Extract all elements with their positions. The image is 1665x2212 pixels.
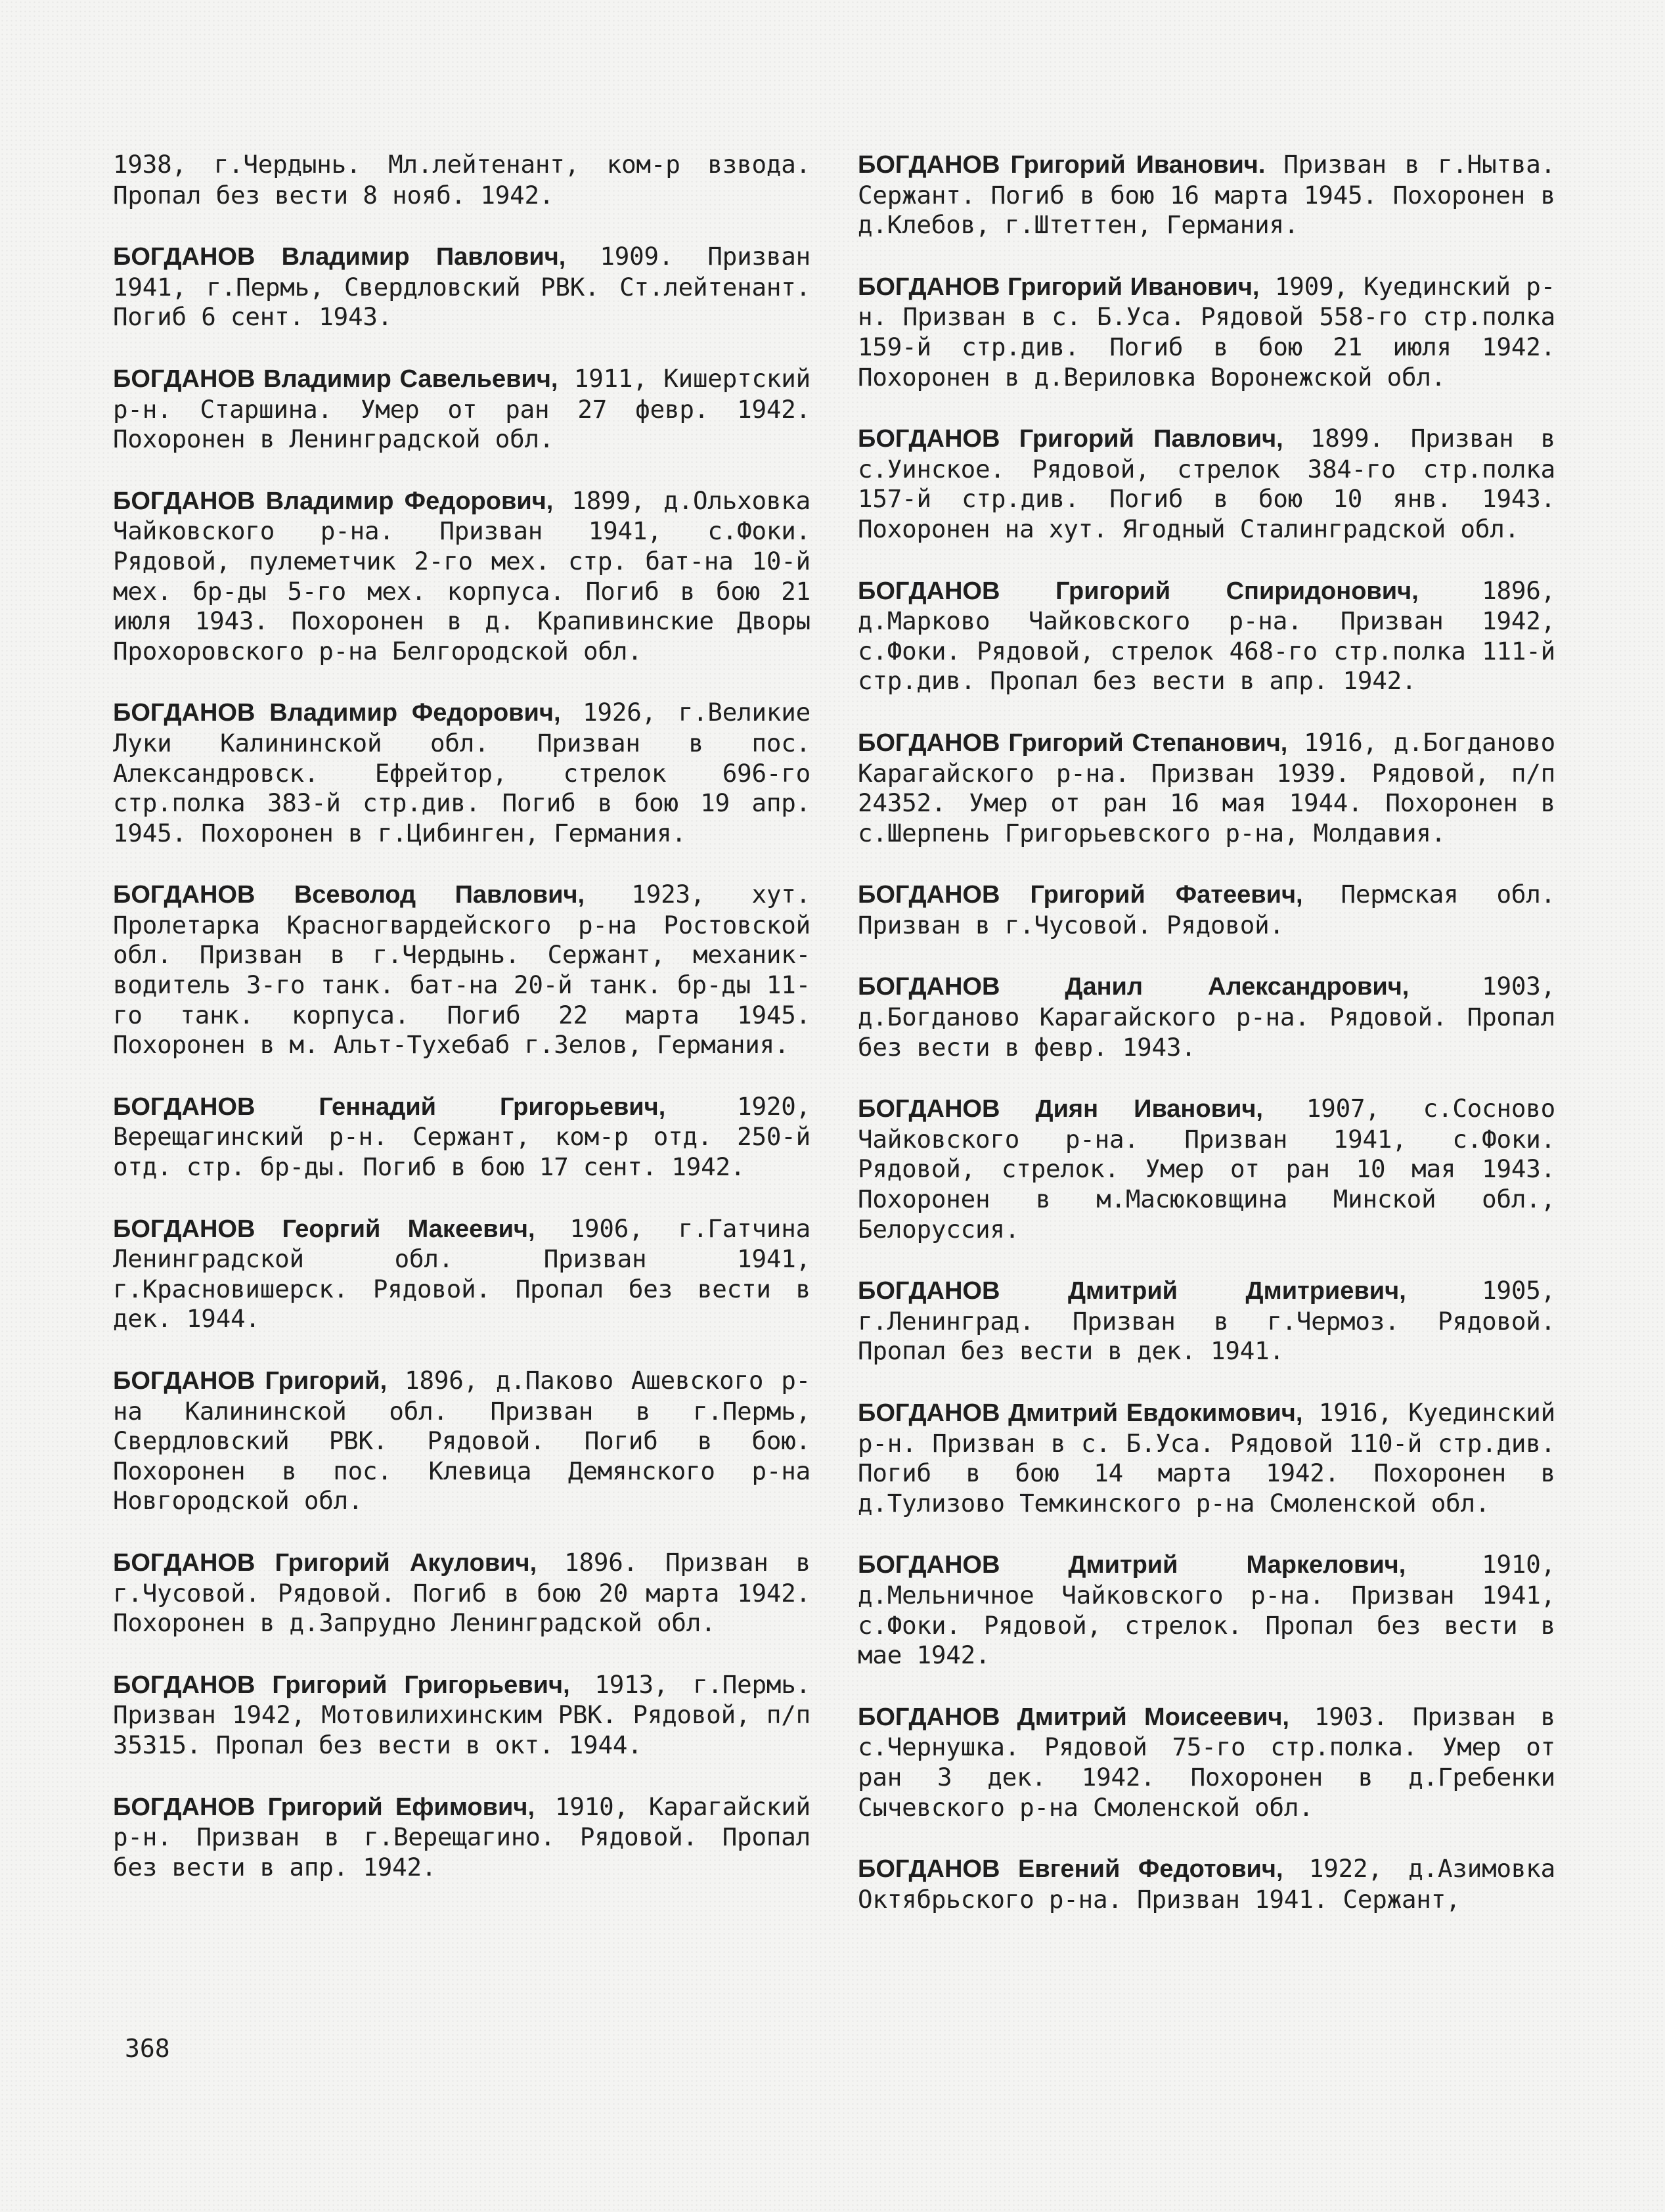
entry-text: 1923, хут. Пролетарка Красногвардейского р-на Ростовской обл. Призван в г.Чердынь. Сержант, механик-водитель 3-го танк. бат-на 20-й танк. бр-ды 11-го танк. корпуса. Погиб 22 марта 1945. Похоронен в м. Альт-Тухебаб г.Зелов, Германия. — [113, 880, 810, 1060]
entry — [113, 1366, 810, 1516]
entry-name: БОГДАНОВ Дмитрий Дмитриевич, — [858, 1277, 1406, 1305]
entry-text: Пермская обл. Призван в г.Чусовой. Рядовой. — [858, 880, 1555, 939]
entry — [113, 1214, 810, 1334]
entry-name: БОГДАНОВ Григорий, — [113, 1367, 388, 1395]
entry-name: БОГДАНОВ Григорий Спиридонович, — [858, 577, 1419, 605]
entry-name: БОГДАНОВ Геннадий Григорьевич, — [113, 1093, 666, 1121]
entry — [858, 424, 1555, 544]
entry — [113, 698, 810, 848]
entry-name: БОГДАНОВ Григорий Акулович, — [113, 1548, 537, 1577]
entry-name: БОГДАНОВ Григорий Павлович, — [858, 425, 1283, 453]
entry — [858, 150, 1555, 240]
entry-text: 1922, д.Азимовка Октябрьского р-на. Призван 1941. Сержант, — [858, 1854, 1555, 1914]
entry-name: БОГДАНОВ Григорий Фатеевич, — [858, 881, 1303, 909]
entry-text: 1909. Призван 1941, г.Пермь, Свердловский РВК. Ст.лейтенант. Погиб 6 сент. 1943. — [113, 242, 810, 332]
entry — [858, 272, 1555, 392]
entry — [858, 880, 1555, 940]
left-column — [113, 150, 810, 1914]
entry — [858, 1398, 1555, 1518]
entry — [113, 242, 810, 332]
entry — [858, 1854, 1555, 1914]
entry — [113, 1670, 810, 1761]
entry-text: Призван в г.Нытва. Сержант. Погиб в бою 16 марта 1945. Похоронен в д.Клебов, г.Штеттен, Германия. — [858, 150, 1555, 240]
entry — [113, 880, 810, 1060]
entry-text: 1938, г.Чердынь. Мл.лейтенант, ком-р взвода. Пропал без вести 8 нояб. 1942. — [113, 150, 810, 210]
entry — [113, 1092, 810, 1183]
entry — [113, 364, 810, 455]
entry-text: 1916, Куединский р-н. Призван в с. Б.Уса. Рядовой 110-й стр.див. Погиб в бою 14 марта 1942. Похоронен в д.Тулизово Темкинского р-на Смоленской обл. — [858, 1398, 1555, 1518]
entry — [113, 486, 810, 667]
entry-text: 1903. Призван в с.Чернушка. Рядовой 75-го стр.полка. Умер от ран 3 дек. 1942. Похоронен в д.Гребенки Сычевского р-на Смоленской обл. — [858, 1702, 1556, 1822]
entry-text: 1916, д.Богданово Карагайского р-на. Призван 1939. Рядовой, п/п 24352. Умер от ран 16 мая 1944. Похоронен в с.Шерпень Григорьевского р-на, Молдавия. — [858, 727, 1555, 847]
entry-name: БОГДАНОВ Григорий Степанович, — [858, 729, 1288, 757]
entry — [858, 1094, 1555, 1244]
entry-name: БОГДАНОВ Дмитрий Моисеевич, — [858, 1703, 1289, 1731]
entry-text: 1926, г.Великие Луки Калининской обл. Призван в пос. Александровск. Ефрейтор, стрелок 696-го стр.полка 383-й стр.див. Погиб в бою 19 апр. 1945. Похоронен в г.Цибинген, Германия. — [113, 698, 810, 847]
entry-name: БОГДАНОВ Григорий Григорьевич, — [113, 1671, 570, 1699]
entry-text: 1907, с.Сосново Чайковского р-на. Призван 1941, с.Фоки. Рядовой, стрелок. Умер от ран 10 мая 1943. Похоронен в м.Масюковщина Минской обл., Белоруссия. — [858, 1094, 1555, 1244]
entry-name: БОГДАНОВ Владимир Савельевич, — [113, 365, 558, 393]
entry-text: 1896, д.Марково Чайковского р-на. Призван 1942, с.Фоки. Рядовой, стрелок 468-го стр.полка 111-й стр.див. Пропал без вести в апр. 1942. — [858, 576, 1556, 696]
entry-name: БОГДАНОВ Григорий Иванович, — [858, 273, 1260, 301]
entry-text: 1899, д.Ольховка Чайковского р-на. Призван 1941, с.Фоки. Рядовой, пулеметчик 2-го мех. стр. бат-на 10-й мех. бр-ды 5-го мех. корпуса. Погиб в бою 21 июля 1943. Похоронен в д. Крапивинские Дворы Прохоровского р-на Белгородской обл. — [113, 485, 810, 666]
entry-text: 1899. Призван в с.Уинское. Рядовой, стрелок 384-го стр.полка 157-й стр.див. Погиб в бою 10 янв. 1943. Похоронен на хут. Ягодный Сталинградской обл. — [858, 424, 1556, 543]
entry-name: БОГДАНОВ Владимир Павлович, — [113, 243, 566, 271]
entry-name: БОГДАНОВ Георгий Макеевич, — [113, 1215, 535, 1243]
entry-name: БОГДАНОВ Владимир Федорович, — [113, 699, 561, 727]
entry-name: БОГДАНОВ Дмитрий Евдокимович, — [858, 1399, 1303, 1427]
entry-name: БОГДАНОВ Всеволод Павлович, — [113, 881, 585, 909]
entry-text: 1911, Кишертский р-н. Старшина. Умер от ран 27 февр. 1942. Похоронен в Ленинградской обл. — [113, 363, 810, 454]
entry — [858, 728, 1555, 848]
entry-text: 1905, г.Ленинград. Призван в г.Чермоз. Рядовой. Пропал без вести в дек. 1941. — [858, 1276, 1555, 1366]
entry — [113, 1548, 810, 1638]
entry-text: 1913, г.Пермь. Призван 1942, Мотовилихинским РВК. Рядовой, п/п 35315. Пропал без вести в окт. 1944. — [113, 1669, 810, 1759]
entry-name: БОГДАНОВ Диян Иванович, — [858, 1095, 1263, 1123]
entry — [113, 1792, 810, 1883]
entry-text: 1920, Верещагинский р-н. Сержант, ком-р отд. 250-й отд. стр. бр-ды. Погиб в бою 17 сент. 1942. — [113, 1091, 810, 1182]
entry-text: 1910, Карагайский р-н. Призван в г.Верещагино. Рядовой. Пропал без вести в апр. 1942. — [113, 1792, 810, 1882]
entry-name: БОГДАНОВ Дмитрий Маркелович, — [858, 1551, 1406, 1579]
entry-name: БОГДАНОВ Данил Александрович, — [858, 973, 1410, 1001]
entry — [858, 1550, 1555, 1670]
entry-text: 1906, г.Гатчина Ленинградской обл. Призван 1941, г.Красновишерск. Рядовой. Пропал без вести в дек. 1944. — [113, 1213, 810, 1334]
page-number: 368 — [125, 2034, 170, 2063]
entry — [858, 972, 1555, 1062]
entry — [858, 1702, 1555, 1822]
entry — [858, 576, 1555, 696]
entry-text: 1910, д.Мельничное Чайковского р-на. Призван 1941, с.Фоки. Рядовой, стрелок. Пропал без вести в мае 1942. — [858, 1550, 1555, 1670]
entry-text: 1909, Куединский р-н. Призван в с. Б.Уса. Рядовой 558-го стр.полка 159-й стр.див. Погиб в бою 21 июля 1942. Похоронен в д.Вериловка Воронежской обл. — [858, 271, 1556, 392]
entry-name: БОГДАНОВ Владимир Федорович, — [113, 487, 554, 515]
entry-text: 1896. Призван в г.Чусовой. Рядовой. Погиб в бою 20 марта 1942. Похоронен в д.Запрудно Ленинградской обл. — [113, 1547, 811, 1638]
entry — [113, 150, 810, 210]
right-column — [858, 150, 1555, 1946]
entry-name: БОГДАНОВ Григорий Иванович. — [858, 151, 1266, 179]
entry-name: БОГДАНОВ Евгений Федотович, — [858, 1855, 1283, 1884]
entry-text: 1896, д.Паково Ашевского р-на Калининской обл. Призван в г.Пермь, Свердловский РВК. Рядовой. Погиб в бою. Похоронен в пос. Клевица Демянского р-на Новгородской обл. — [113, 1366, 810, 1516]
entry-name: БОГДАНОВ Григорий Ефимович, — [113, 1793, 535, 1821]
entry-text: 1903, д.Богданово Карагайского р-на. Рядовой. Пропал без вести в февр. 1943. — [858, 972, 1556, 1062]
entry — [858, 1276, 1555, 1366]
